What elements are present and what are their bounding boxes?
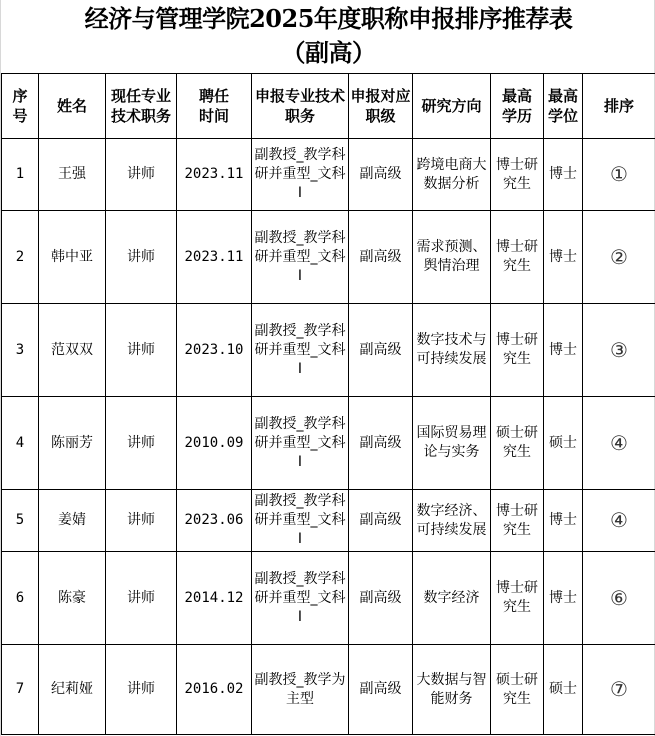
cell-name: 范双双 xyxy=(39,304,106,397)
cell-level: 副高级 xyxy=(349,645,413,735)
cell-education: 硕士研究生 xyxy=(491,397,544,490)
cell-applied-title: 副教授_教学科研并重型_文科Ⅰ xyxy=(252,304,349,397)
cell-level: 副高级 xyxy=(349,552,413,645)
cell-no: 6 xyxy=(2,552,39,645)
cell-hire-date: 2010.09 xyxy=(177,397,252,490)
cell-education: 博士研究生 xyxy=(491,139,544,211)
cell-rank: ⑥ xyxy=(583,552,655,645)
cell-applied-title: 副教授_教学科研并重型_文科Ⅰ xyxy=(252,211,349,304)
cell-research: 跨境电商大数据分析 xyxy=(413,139,491,211)
cell-name: 姜婧 xyxy=(39,490,106,552)
header-name: 姓名 xyxy=(39,74,106,139)
cell-research: 需求预测、舆情治理 xyxy=(413,211,491,304)
table-header-row xyxy=(2,74,655,139)
cell-no: 4 xyxy=(2,397,39,490)
cell-name: 陈丽芳 xyxy=(39,397,106,490)
cell-education: 博士研究生 xyxy=(491,211,544,304)
cell-degree: 博士 xyxy=(544,304,583,397)
cell-rank: ③ xyxy=(583,304,655,397)
cell-degree: 硕士 xyxy=(544,645,583,735)
cell-rank: ② xyxy=(583,211,655,304)
cell-applied-title: 副教授_教学科研并重型_文科Ⅰ xyxy=(252,552,349,645)
title-line-2: （副高） xyxy=(281,38,376,67)
header-applied-title: 申报专业技术职务 xyxy=(252,74,349,139)
header-hire-date: 聘任时间 xyxy=(177,74,252,139)
cell-level: 副高级 xyxy=(349,211,413,304)
header-rank: 排序 xyxy=(583,74,655,139)
cell-name: 陈豪 xyxy=(39,552,106,645)
cell-current-title: 讲师 xyxy=(106,139,177,211)
cell-hire-date: 2023.11 xyxy=(177,139,252,211)
table-row xyxy=(2,211,655,304)
cell-level: 副高级 xyxy=(349,139,413,211)
cell-current-title: 讲师 xyxy=(106,211,177,304)
cell-degree: 博士 xyxy=(544,552,583,645)
cell-degree: 博士 xyxy=(544,139,583,211)
cell-degree: 博士 xyxy=(544,211,583,304)
cell-rank: ④ xyxy=(583,490,655,552)
cell-degree: 博士 xyxy=(544,490,583,552)
cell-current-title: 讲师 xyxy=(106,304,177,397)
title-line-1: 经济与管理学院2025年度职称申报排序推荐表 xyxy=(84,4,573,33)
cell-current-title: 讲师 xyxy=(106,552,177,645)
cell-degree: 硕士 xyxy=(544,397,583,490)
cell-hire-date: 2023.10 xyxy=(177,304,252,397)
table-row xyxy=(2,645,655,735)
cell-research: 数字技术与可持续发展 xyxy=(413,304,491,397)
cell-applied-title: 副教授_教学科研并重型_文科Ⅰ xyxy=(252,490,349,552)
cell-research: 数字经济、可持续发展 xyxy=(413,490,491,552)
header-degree: 最高学位 xyxy=(544,74,583,139)
cell-research: 数字经济 xyxy=(413,552,491,645)
cell-hire-date: 2023.06 xyxy=(177,490,252,552)
header-no: 序号 xyxy=(2,74,39,139)
table-row xyxy=(2,397,655,490)
cell-no: 3 xyxy=(2,304,39,397)
cell-education: 硕士研究生 xyxy=(491,645,544,735)
cell-applied-title: 副教授_教学科研并重型_文科Ⅰ xyxy=(252,397,349,490)
cell-current-title: 讲师 xyxy=(106,645,177,735)
table-row xyxy=(2,490,655,552)
cell-no: 5 xyxy=(2,490,39,552)
table-row xyxy=(2,139,655,211)
cell-level: 副高级 xyxy=(349,490,413,552)
cell-hire-date: 2023.11 xyxy=(177,211,252,304)
ranking-table xyxy=(1,73,655,735)
cell-applied-title: 副教授_教学为主型 xyxy=(252,645,349,735)
cell-no: 7 xyxy=(2,645,39,735)
cell-rank: ④ xyxy=(583,397,655,490)
header-level: 申报对应职级 xyxy=(349,74,413,139)
cell-current-title: 讲师 xyxy=(106,490,177,552)
document-title xyxy=(1,2,655,70)
cell-research: 国际贸易理论与实务 xyxy=(413,397,491,490)
cell-name: 纪莉娅 xyxy=(39,645,106,735)
cell-hire-date: 2014.12 xyxy=(177,552,252,645)
cell-research: 大数据与智能财务 xyxy=(413,645,491,735)
cell-hire-date: 2016.02 xyxy=(177,645,252,735)
cell-level: 副高级 xyxy=(349,304,413,397)
header-education: 最高学历 xyxy=(491,74,544,139)
cell-name: 王强 xyxy=(39,139,106,211)
cell-no: 1 xyxy=(2,139,39,211)
cell-level: 副高级 xyxy=(349,397,413,490)
cell-current-title: 讲师 xyxy=(106,397,177,490)
header-research: 研究方向 xyxy=(413,74,491,139)
cell-no: 2 xyxy=(2,211,39,304)
header-current-title: 现任专业技术职务 xyxy=(106,74,177,139)
cell-name: 韩中亚 xyxy=(39,211,106,304)
cell-rank: ⑦ xyxy=(583,645,655,735)
table-row xyxy=(2,552,655,645)
cell-rank: ① xyxy=(583,139,655,211)
cell-education: 博士研究生 xyxy=(491,490,544,552)
cell-education: 博士研究生 xyxy=(491,304,544,397)
cell-education: 博士研究生 xyxy=(491,552,544,645)
cell-applied-title: 副教授_教学科研并重型_文科Ⅰ xyxy=(252,139,349,211)
table-row xyxy=(2,304,655,397)
